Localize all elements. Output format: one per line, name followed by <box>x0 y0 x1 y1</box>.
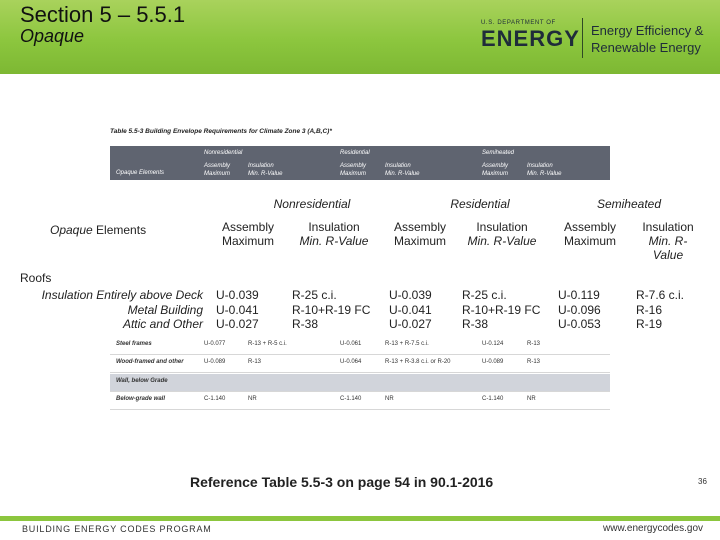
res-insulation-value-3: R-38 <box>462 317 489 331</box>
website-url: www.energycodes.gov <box>603 523 704 534</box>
group-semiheated: Semiheated <box>596 197 662 211</box>
group-residential: Residential <box>450 197 510 211</box>
header-band <box>0 0 720 74</box>
bg-assembly-2: Assembly <box>340 163 367 169</box>
semi-assembly-value-3: U-0.053 <box>558 317 601 331</box>
row-label-above-deck: Insulation Entirely above Deck <box>41 288 203 302</box>
opaque-elements-header: Opaque Elements <box>50 223 147 237</box>
bg-minr-2: Min. R-Value <box>385 171 420 177</box>
semi-assembly-value-2: U-0.096 <box>558 303 601 317</box>
bg-table-caption: Table 5.5-3 Building Envelope Requirements for Climate Zone 3 (A,B,C)* <box>110 128 332 135</box>
bg-maximum-1: Maximum <box>204 171 231 177</box>
nonres-assembly-value-2: U-0.041 <box>216 303 259 317</box>
nonres-insulation-value-1: R-25 c.i. <box>292 288 337 302</box>
nonres-assembly-value-3: U-0.027 <box>216 317 259 331</box>
nonres-assembly-header: Assembly Maximum <box>221 220 274 248</box>
reference-caption: Reference Table 5.5-3 on page 54 in 90.1-2016 <box>190 474 494 490</box>
page-number: 36 <box>698 477 707 486</box>
bg-maximum-2: Maximum <box>340 171 367 177</box>
eere-logo <box>591 22 703 56</box>
bg-minr-3: Min. R-Value <box>527 171 562 177</box>
nonres-insulation-header: Insulation Min. R-Value <box>299 220 369 248</box>
bg-assembly-3: Assembly <box>482 163 509 169</box>
logo-divider <box>582 18 583 58</box>
row-label-metal-building: Metal Building <box>127 303 203 317</box>
bg-row-wood: Wood-framed and other U-0.089 R-13 U-0.064 R-13 + R-3.8 c.i. or R-20 U-0.089 R-13 <box>110 355 610 373</box>
roof-requirements-table <box>14 190 700 340</box>
nonres-assembly-value-1: U-0.039 <box>216 288 259 302</box>
semi-insulation-value-3: R-19 <box>636 317 663 331</box>
bg-row-wall-below-grade: Wall, below Grade <box>110 374 610 392</box>
eere-line-2: Renewable Energy <box>591 40 701 55</box>
bg-insulation-2: Insulation <box>385 163 411 169</box>
bg-minr-1: Min. R-Value <box>248 171 283 177</box>
row-label-attic: Attic and Other <box>122 317 203 331</box>
doe-energy-text: ENERGY <box>481 26 580 51</box>
semi-assembly-value-1: U-0.119 <box>558 288 600 302</box>
slide-title: Section 5 – 5.5.1 <box>20 2 186 27</box>
res-assembly-value-2: U-0.041 <box>389 303 432 317</box>
res-assembly-value-1: U-0.039 <box>389 288 432 302</box>
bg-insulation-1: Insulation <box>248 163 274 169</box>
res-assembly-header: Assembly Maximum <box>393 220 446 248</box>
res-insulation-header: Insulation Min. R-Value <box>467 220 537 248</box>
bg-insulation-3: Insulation <box>527 163 553 169</box>
eere-line-1: Energy Efficiency & <box>591 23 704 38</box>
bg-maximum-3: Maximum <box>482 171 509 177</box>
bg-table-header <box>110 146 610 180</box>
doe-logo <box>481 20 581 50</box>
bg-assembly-1: Assembly <box>204 163 231 169</box>
program-name: BUILDING ENERGY CODES PROGRAM <box>22 524 212 534</box>
res-insulation-value-2: R-10+R-19 FC <box>462 303 541 317</box>
nonres-insulation-value-3: R-38 <box>292 317 319 331</box>
doe-dept-text: U.S. DEPARTMENT OF <box>481 20 556 26</box>
bg-row-below-grade-wall: Below-grade wall C-1.140 NR C-1.140 NR C-1.140 NR <box>110 392 610 410</box>
footer-bar <box>0 516 720 521</box>
bg-opaque-elements: Opaque Elements <box>116 170 165 176</box>
bg-group-nonres: Nonresidential <box>204 150 243 156</box>
bg-group-res: Residential <box>340 150 370 156</box>
section-roofs: Roofs <box>20 271 52 285</box>
bg-row-steel: Steel frames U-0.077 R-13 + R-5 c.i. U-0.061 R-13 + R-7.5 c.i. U-0.124 R-13 <box>110 337 610 355</box>
bg-group-semi: Semiheated <box>482 150 515 156</box>
group-nonresidential: Nonresidential <box>273 197 351 211</box>
nonres-insulation-value-2: R-10+R-19 FC <box>292 303 371 317</box>
semi-insulation-value-2: R-16 <box>636 303 663 317</box>
semi-insulation-value-1: R-7.6 c.i. <box>636 288 685 302</box>
res-assembly-value-3: U-0.027 <box>389 317 432 331</box>
res-insulation-value-1: R-25 c.i. <box>462 288 507 302</box>
slide-subtitle: Opaque <box>20 26 85 46</box>
semi-insulation-header: Insulation Min. R- Value <box>642 220 694 262</box>
semi-assembly-header: Assembly Maximum <box>563 220 616 248</box>
